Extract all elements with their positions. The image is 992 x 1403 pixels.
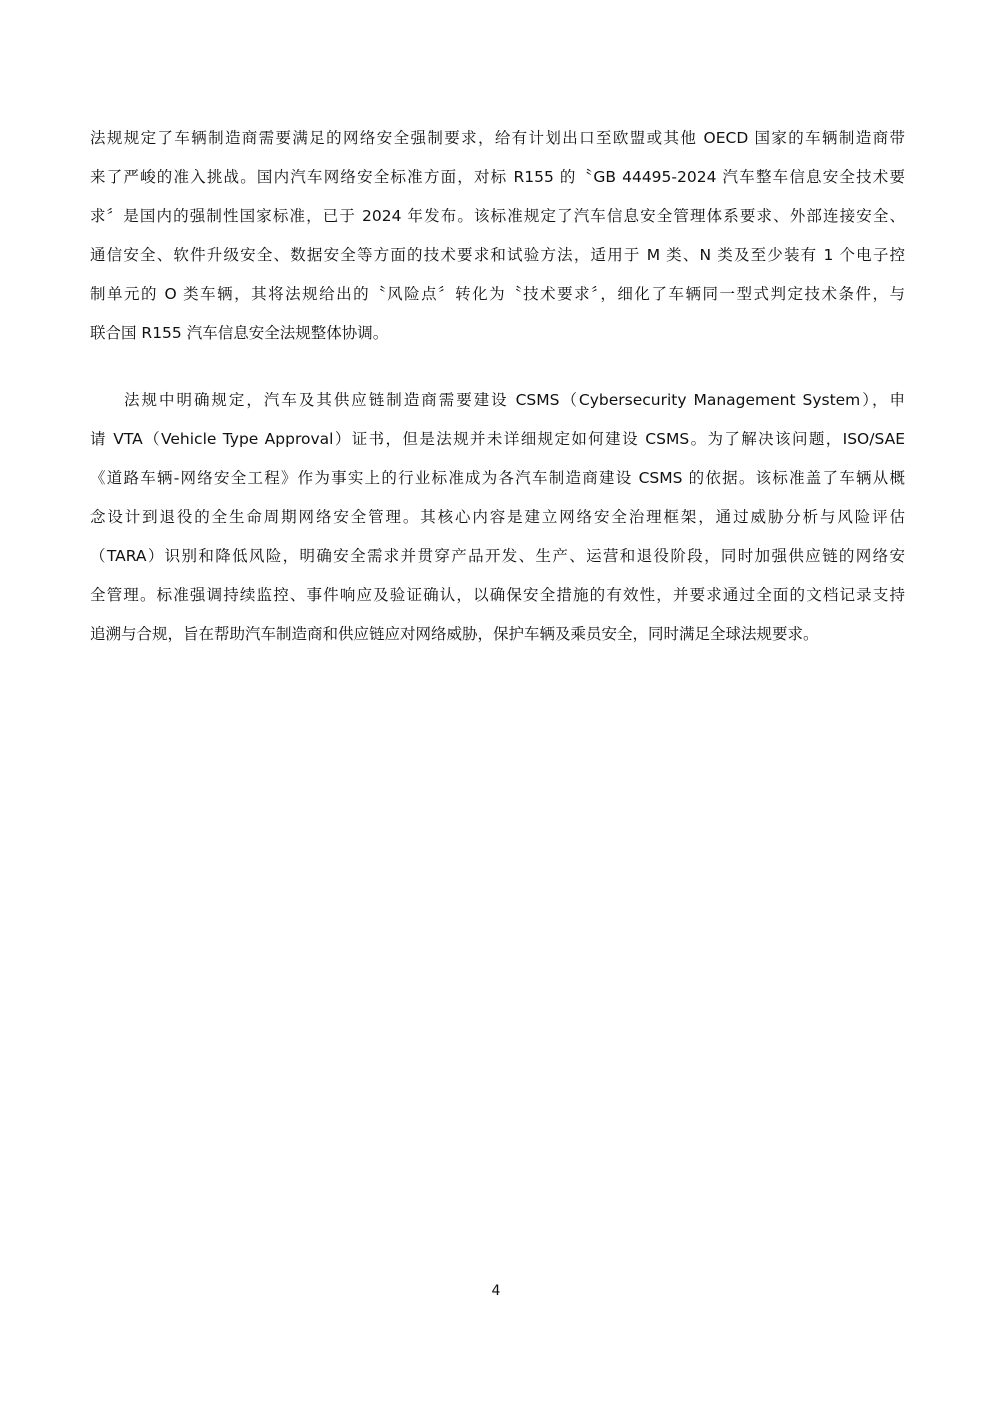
paragraph-1-line-5: 制单元的 O 类车辆，其将法规给出的〝风险点〞转化为〝技术要求〞，细化了车辆同一型式判定技术条件，与 (90, 285, 905, 303)
page-number: 4 (491, 1283, 501, 1299)
paragraph-2-line-3: 《道路车辆-网络安全工程》作为事实上的行业标准成为各汽车制造商建设 CSMS 的依据。该标准盖了车辆从概 (90, 469, 905, 487)
paragraph-1-line-6: 联合国 R155 汽车信息安全法规整体协调。 (90, 324, 389, 342)
paragraph-2-line-5: （TARA）识别和降低风险，明确安全需求并贯穿产品开发、生产、运营和退役阶段，同时加强供应链的网络安 (90, 547, 905, 565)
paragraph-1-line-1: 法规规定了车辆制造商需要满足的网络安全强制要求，给有计划出口至欧盟或其他 OECD 国家的车辆制造商带 (90, 129, 905, 147)
paragraph-1-line-3: 求〞是国内的强制性国家标准，已于 2024 年发布。该标准规定了汽车信息安全管理体系要求、外部连接安全、 (90, 207, 905, 225)
paragraph-1-line-4: 通信安全、软件升级安全、数据安全等方面的技术要求和试验方法，适用于 M 类、N 类及至少装有 1 个电子控 (90, 246, 905, 264)
paragraph-2-line-2: 请 VTA（Vehicle Type Approval）证书，但是法规并未详细规定如何建设 CSMS。为了解决该问题，ISO/SAE (90, 430, 905, 448)
paragraph-2-line-1: 法规中明确规定，汽车及其供应链制造商需要建设 CSMS（Cybersecurity Management System），申 (124, 391, 905, 409)
paragraph-2-line-7: 追溯与合规，旨在帮助汽车制造商和供应链应对网络威胁，保护车辆及乘员安全，同时满足全球法规要求。 (90, 625, 819, 643)
paragraph-2-line-4: 念设计到退役的全生命周期网络安全管理。其核心内容是建立网络安全治理框架，通过威胁分析与风险评估 (90, 508, 905, 526)
paragraph-1-line-2: 来了严峻的准入挑战。国内汽车网络安全标准方面，对标 R155 的〝GB 44495-2024 汽车整车信息安全技术要 (90, 168, 905, 186)
paragraph-2-line-6: 全管理。标准强调持续监控、事件响应及验证确认，以确保安全措施的有效性，并要求通过全面的文档记录支持 (90, 586, 905, 604)
